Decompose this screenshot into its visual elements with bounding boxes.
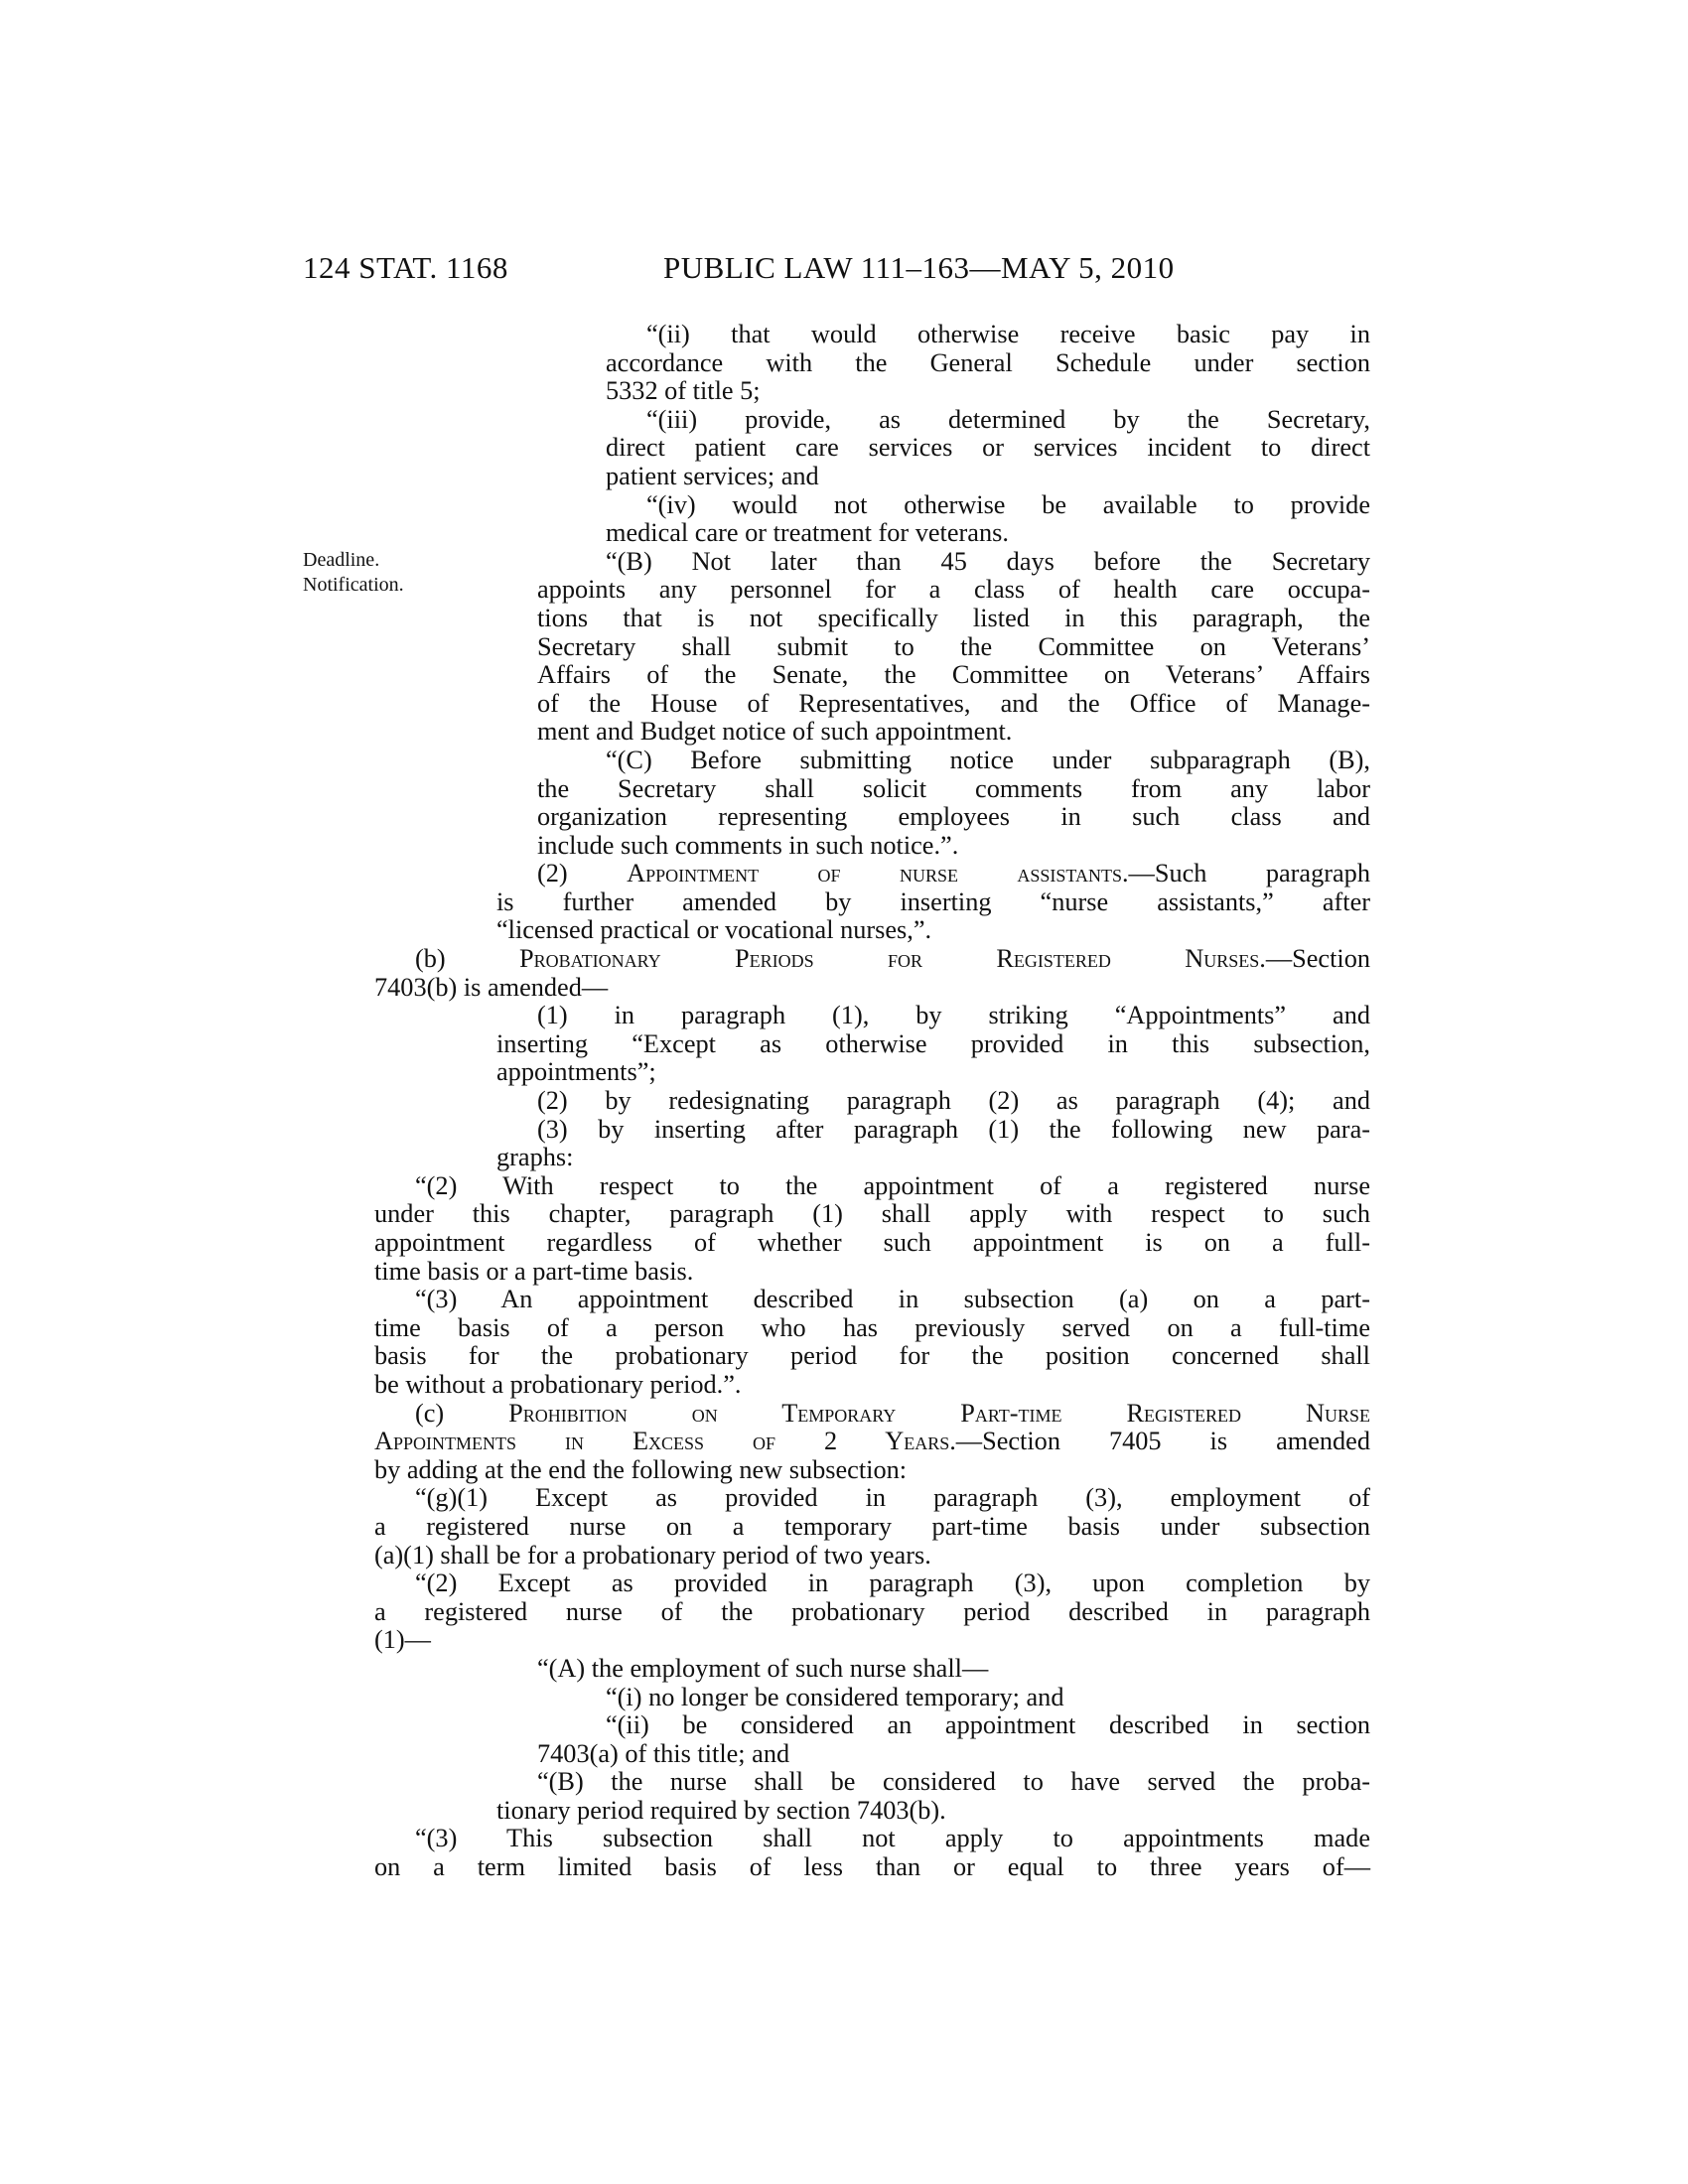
text-line — [415, 944, 1370, 974]
text-line-content: “(3) An appointment described in subsection (a) on a part- — [415, 1285, 1370, 1314]
text-line-content: (2) Appointment of nurse assistants.—Such paragraph — [537, 859, 1370, 888]
text-line-content: appoints any personnel for a class of health care occupa- — [537, 575, 1370, 605]
text-line-content: by adding at the end the following new subsection: — [374, 1454, 908, 1484]
text-line — [496, 605, 1370, 633]
text-line — [496, 519, 1370, 548]
text-line-content: a registered nurse on a temporary part-time basis under subsection — [374, 1511, 1370, 1541]
text-line — [496, 718, 1370, 747]
text-line-content: patient services; and — [606, 461, 819, 490]
text-line-content: inserting “Except as otherwise provided in this subsection, — [496, 1028, 1370, 1058]
text-line — [374, 1596, 1370, 1627]
text-line — [374, 972, 1370, 1003]
text-line-content: “(2) With respect to the appointment of a registered nurse — [415, 1170, 1370, 1200]
text-line-content: a registered nurse of the probationary period described in paragraph — [374, 1596, 1370, 1626]
text-line-content: of the House of Representatives, and the Office of Manage- — [537, 688, 1370, 718]
text-line — [496, 1740, 1370, 1769]
text-line-content: “(B) the nurse shall be considered to have served the proba- — [537, 1767, 1370, 1797]
text-line — [415, 1398, 1370, 1429]
text-line-content: time basis of a person who has previously served on a full-time — [374, 1312, 1370, 1342]
text-line-content: appointment regardless of whether such appointment is on a full- — [374, 1228, 1370, 1257]
text-line — [496, 1087, 1370, 1116]
text-line — [496, 690, 1370, 719]
text-line — [415, 1483, 1370, 1513]
text-line-content: “(g)(1) Except as provided in paragraph (3), employment of — [415, 1483, 1370, 1513]
text-line — [374, 1228, 1370, 1258]
text-line — [374, 1312, 1370, 1343]
text-line — [496, 1002, 1370, 1030]
text-line-content: 7403(a) of this title; and — [537, 1738, 790, 1768]
text-line — [496, 1684, 1370, 1712]
text-line-content: accordance with the General Schedule under section — [606, 347, 1370, 377]
text-line-content: ment and Budget notice of such appointment. — [537, 717, 1013, 747]
text-line — [496, 1655, 1370, 1684]
stat-page-number: 124 STAT. 1168 — [303, 250, 508, 285]
text-line — [496, 491, 1370, 520]
margin-note-notification: Notification. — [303, 574, 404, 596]
text-line-content: tionary period required by section 7403(b). — [496, 1795, 946, 1825]
text-line-content: be without a probationary period.”. — [374, 1369, 742, 1399]
text-line — [496, 916, 1370, 945]
text-line-content: direct patient care services or services incident to direct — [606, 433, 1370, 463]
text-line-content: Secretary shall submit to the Committee on Veterans’ — [537, 631, 1370, 661]
text-line-content: “(i) no longer be considered temporary; and — [606, 1682, 1064, 1711]
text-line-content: “(ii) that would otherwise receive basic pay in — [646, 320, 1370, 348]
text-line — [496, 747, 1370, 775]
text-line — [374, 1852, 1370, 1882]
text-line-content: appointments”; — [496, 1057, 656, 1087]
text-line-content: “licensed practical or vocational nurses,”. — [496, 915, 932, 945]
text-line — [496, 377, 1370, 406]
text-line-content: Appointments in Excess of 2 Years.—Section 7405 is amended — [374, 1427, 1370, 1456]
statute-text-body — [374, 320, 1370, 1882]
text-line-content: (b) Probationary Periods for Registered Nurses.—Section — [415, 944, 1370, 974]
text-line — [374, 1454, 1370, 1485]
text-line — [496, 860, 1370, 888]
text-line-content: the Secretary shall solicit comments from any labor — [537, 773, 1370, 803]
text-line-content: (1) in paragraph (1), by striking “Appointments” and — [537, 1001, 1370, 1030]
text-line-content: (c) Prohibition on Temporary Part-time Registered Nurse — [415, 1398, 1370, 1428]
text-line — [496, 1144, 1370, 1172]
text-line — [374, 1511, 1370, 1542]
text-line — [496, 803, 1370, 832]
text-line — [496, 1116, 1370, 1145]
text-line — [496, 1030, 1370, 1059]
text-line-content: basis for the probationary period for the position concerned shall — [374, 1341, 1370, 1371]
text-line-content: (a)(1) shall be for a probationary period of two years. — [374, 1540, 931, 1570]
text-line — [374, 1341, 1370, 1371]
text-line-content: “(B) Not later than 45 days before the Secretary — [606, 546, 1370, 576]
text-line-content: is further amended by inserting “nurse assistants,” after — [496, 887, 1370, 916]
text-line — [496, 321, 1370, 349]
text-line-content: 7403(b) is amended— — [374, 972, 609, 1002]
text-line-content: medical care or treatment for veterans. — [606, 518, 1009, 548]
text-line — [496, 406, 1370, 435]
text-line — [374, 1369, 1370, 1400]
text-line-content: on a term limited basis of less than or equal to three years of— — [374, 1852, 1370, 1882]
margin-notes — [303, 548, 404, 598]
text-line — [415, 1285, 1370, 1314]
text-line-content: “(3) This subsection shall not apply to appointments made — [415, 1824, 1370, 1853]
text-line — [496, 349, 1370, 378]
text-line-content: organization representing employees in such class and — [537, 802, 1370, 832]
text-line — [496, 1768, 1370, 1797]
text-line-content: graphs: — [496, 1143, 574, 1172]
text-line — [415, 1170, 1370, 1201]
text-line-content: include such comments in such notice.”. — [537, 830, 959, 860]
text-line-content: “(iii) provide, as determined by the Secretary, — [646, 404, 1370, 434]
text-line — [496, 661, 1370, 690]
text-line — [496, 576, 1370, 605]
text-line-content: “(ii) be considered an appointment described in section — [606, 1710, 1370, 1740]
text-line — [374, 1540, 1370, 1570]
text-line-content: “(iv) would not otherwise be available to provide — [646, 489, 1370, 519]
text-line — [496, 888, 1370, 917]
text-line-content: tions that is not specifically listed in this paragraph, the — [537, 603, 1370, 632]
text-line — [496, 1797, 1370, 1826]
text-line-content: Affairs of the Senate, the Committee on Veterans’ Affairs — [537, 660, 1370, 690]
text-line-content: 5332 of title 5; — [606, 376, 761, 406]
text-line-content: (3) by inserting after paragraph (1) the following new para- — [537, 1114, 1370, 1144]
margin-note-deadline: Deadline. — [303, 549, 380, 571]
text-line-content: (1)— — [374, 1625, 431, 1655]
text-line — [374, 1427, 1370, 1456]
text-line-content: “(2) Except as provided in paragraph (3), upon completion by — [415, 1569, 1370, 1598]
text-line — [496, 434, 1370, 463]
text-line — [496, 775, 1370, 804]
text-line — [374, 1199, 1370, 1229]
text-line — [496, 633, 1370, 662]
text-line-content: (2) by redesignating paragraph (2) as paragraph (4); and — [537, 1086, 1370, 1116]
text-line — [496, 1058, 1370, 1087]
text-line-content: under this chapter, paragraph (1) shall apply with respect to such — [374, 1199, 1370, 1229]
law-title-header: PUBLIC LAW 111–163—MAY 5, 2010 — [663, 250, 1175, 285]
text-line — [374, 1256, 1370, 1287]
text-line — [415, 1824, 1370, 1853]
text-line — [415, 1569, 1370, 1598]
text-line-content: time basis or a part-time basis. — [374, 1256, 694, 1286]
text-line-content: “(C) Before submitting notice under subparagraph (B), — [606, 745, 1370, 774]
text-line — [496, 832, 1370, 861]
text-line — [496, 1711, 1370, 1740]
text-line-content: “(A) the employment of such nurse shall— — [537, 1653, 989, 1683]
text-line — [496, 463, 1370, 491]
text-line — [496, 548, 1370, 577]
text-line — [374, 1625, 1370, 1655]
